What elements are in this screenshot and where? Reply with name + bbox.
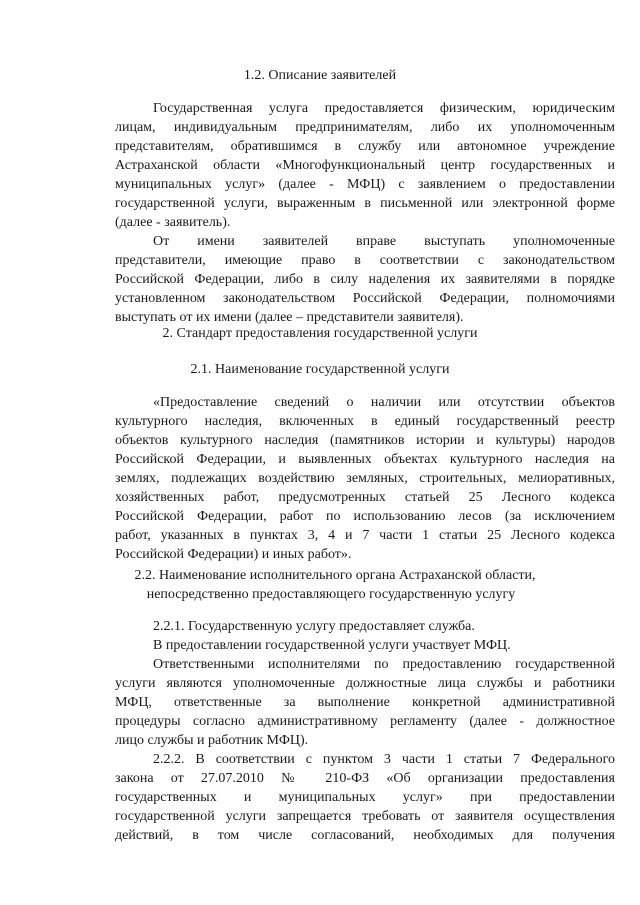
heading-2: 2. Стандарт предоставления государственной услуги [162,326,478,341]
text-line: работ, указанных в пунктах 3, 4 и 7 части 1 статьи 25 Лесного кодекса [115,528,615,543]
text-line: Российской Федерации) и иных работ». [115,547,352,562]
text-line: (далее - заявитель). [115,215,231,230]
text-line: государственной услуги, выраженным в письменной или электронной форме [115,196,615,211]
heading-2-1: 2.1. Наименование государственной услуги [190,362,450,377]
text-line: Астраханской области «Многофункциональный центр государственных и [115,158,615,173]
heading-2-2-line-1: 2.2. Наименование исполнительного органа Астраханской области, [134,568,536,583]
text-line: выступать от их имени (далее – представители заявителя). [115,310,464,325]
heading-1-2: 1.2. Описание заявителей [243,68,397,83]
text-line: Российской Федерации, и выявленных объектах культурного наследия на [115,452,615,467]
text-line: Российской Федерации, работ по использованию лесов (за исключением [115,509,615,524]
text-line: представители, имеющие право в соответствии с законодательством [115,253,615,268]
text-line: Государственная услуга предоставляется физическим, юридическим [153,101,615,116]
text-line: государственной услуги запрещается требовать от заявителя осуществления [115,809,615,824]
text-line: государственных и муниципальных услуг» при предоставлении [115,790,615,805]
text-line: Российской Федерации, либо в силу наделения их заявителями в порядке [115,272,615,287]
text-line: 2.2.1. Государственную услугу предоставляет служба. [153,619,475,634]
paragraph-service-name [115,393,615,564]
text-line: «Предоставление сведений о наличии или отсутствии объектов [153,395,615,410]
text-line: представителям, обратившимся в службу или автономное учреждение [115,139,615,154]
text-line: Ответственными исполнителями по предоставлению государственной [153,657,615,672]
paragraph-executor [115,617,615,845]
text-line: действий, в том числе согласований, необходимых для получения [115,828,615,843]
text-line: культурного наследия, включенных в единый государственный реестр [115,414,615,429]
paragraph-representatives [115,232,615,327]
text-line: От имени заявителей вправе выступать уполномоченные [153,234,615,249]
text-line: установленном законодательством Российской Федерации, полномочиями [115,291,615,306]
heading-2-2-line-2: непосредственно предоставляющего государственную услугу [146,587,516,602]
text-line: 2.2.2. В соответствии с пунктом 3 части 1 статьи 7 Федерального [153,752,615,767]
text-line: В предоставлении государственной услуги участвует МФЦ. [153,638,511,653]
paragraph-applicants [115,99,615,232]
text-line: лицам, индивидуальным предпринимателям, либо их уполномоченным [115,120,615,135]
text-line: землях, подлежащих воздействию земляных, строительных, мелиоративных, [115,471,615,486]
text-line: муниципальных услуг» (далее - МФЦ) с заявлением о предоставлении [115,177,615,192]
text-line: услуги являются уполномоченные должностные лица службы и работники [115,676,615,691]
text-line: процедуры согласно административному регламенту (далее - должностное [115,714,615,729]
text-line: МФЦ, ответственные за выполнение конкретной административной [115,695,615,710]
text-line: хозяйственных работ, предусмотренных статьей 25 Лесного кодекса [115,490,615,505]
text-line: лицо службы и работник МФЦ). [115,733,309,748]
text-line: закона от 27.07.2010 № 210-ФЗ «Об организации предоставления [115,771,615,786]
text-line: объектов культурного наследия (памятников истории и культуры) народов [115,433,615,448]
